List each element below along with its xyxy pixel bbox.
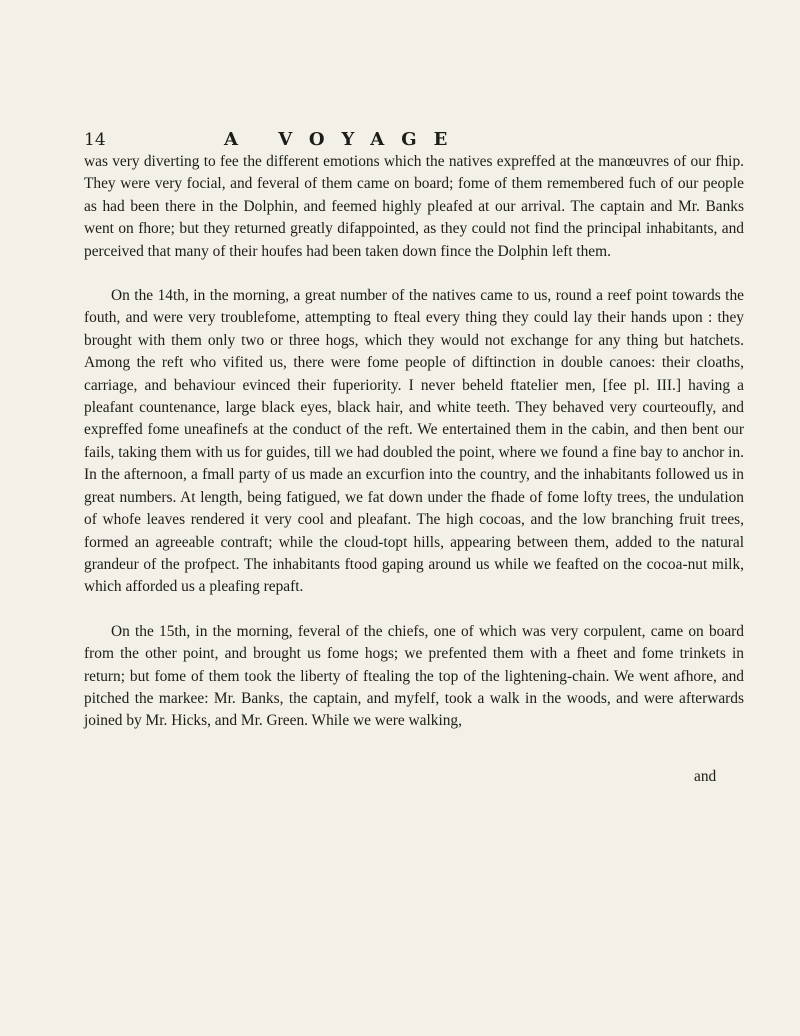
page-number: 14 (84, 130, 106, 150)
catchword: and (694, 768, 717, 785)
paragraph-continuation: was very diverting to fee the different emotions which the natives expreffed at the manœuvres of our fhip. They were very focial, and feveral of them came on board; fome of them remembered fuch of our people as had been there in the Dolphin, and feemed highly pleafed at our arrival. The captain and Mr. Banks went on fhore; but they returned greatly difappointed, as they could not find the principal inhabitants, and perceived that many of their houfes had been taken down fince the Dolphin left them. (84, 153, 744, 260)
body-text (84, 151, 744, 733)
paragraph-14th: On the 14th, in the morning, a great number of the natives came to us, round a reef point towards the fouth, and were very troublefome, attempting to fteal every thing they could lay their hands upon : they brought with them only two or three hogs, which they would not exchange for any thing but hatchets. Among the reft who vifited us, there were fome people of diftinction in double canoes: their cloaths, carriage, and behaviour evinced their fuperiority. I never beheld ftatelier men, [fee pl. III.] having a pleafant countenance, large black eyes, black hair, and white teeth. They behaved very courteoufly, and expreffed fome uneafinefs at the conduct of the reft. We entertained them in the cabin, and then bent our fails, taking them with us for guides, till we had doubled the point, where we found a fine bay to anchor in. In the afternoon, a fmall party of us made an excurfion into the country, and the inhabitants followed us in great numbers. At length, being fatigued, we fat down under the fhade of fome lofty trees, the undulation of whofe leaves rendered it very cool and pleafant. The high cocoas, and the low branching fruit trees, formed an agreeable contraft; while the cloud-topt hills, appearing between them, added to the natural grandeur of the profpect. The inhabitants ftood gaping around us while we feafted on the cocoa-nut milk, which afforded us a pleafing repaft. (84, 287, 744, 596)
page-header (84, 128, 744, 152)
paragraph-15th: On the 15th, in the morning, feveral of the chiefs, one of which was very corpulent, came on board from the other point, and brought us fome hogs; we prefented them with a fheet and fome trinkets in return; but fome of them took the liberty of ftealing the top of the lightening-chain. We went afhore, and pitched the markee: Mr. Banks, the captain, and myfelf, took a walk in the woods, and were afterwards joined by Mr. Hicks, and Mr. Green. While we were walking, (84, 622, 744, 730)
running-title: A VOYAGE (224, 129, 465, 150)
